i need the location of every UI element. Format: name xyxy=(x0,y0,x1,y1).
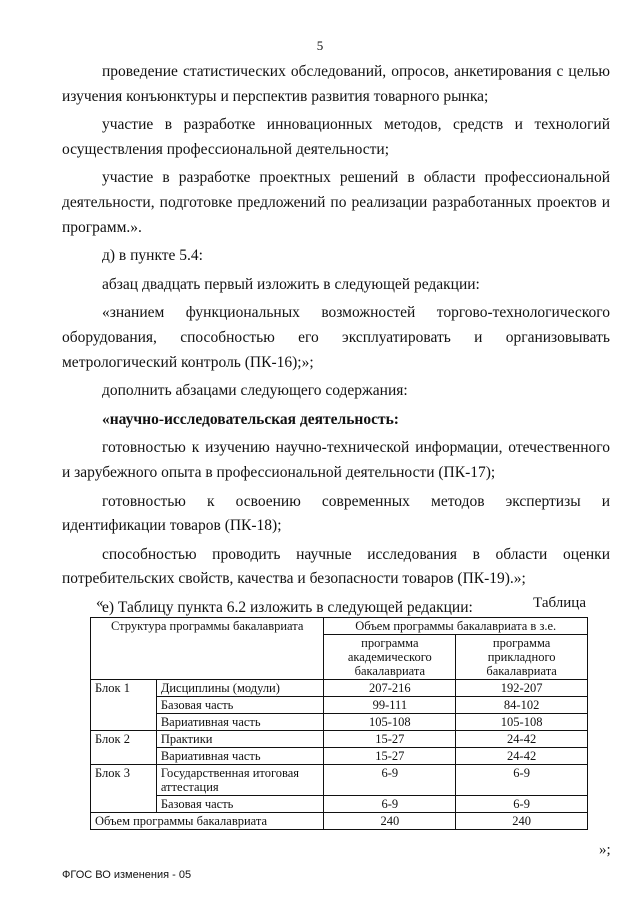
header-academic: программа академического бакалавриата xyxy=(324,635,456,680)
paragraph: участие в разработке проектных решений в области профессиональной деятельности, подготовке предложений по реализации разработанных проектов и программ.». xyxy=(62,169,610,236)
paragraph: способностью проводить научные исследования в области оценки потребительских свойств, качества и безопасности товаров (ПК-19).»; xyxy=(62,545,610,588)
table-row xyxy=(91,748,588,765)
row-name: Государственная итоговая аттестация xyxy=(156,765,324,796)
total-label: Объем программы бакалавриата xyxy=(91,813,324,830)
academic-value: 6-9 xyxy=(324,796,456,813)
row-name: Вариативная часть xyxy=(156,714,324,731)
table-header-row xyxy=(91,618,588,635)
table-row xyxy=(91,680,588,697)
academic-value: 15-27 xyxy=(324,731,456,748)
table-row xyxy=(91,697,588,714)
paragraph: готовностью к освоению современных методов экспертизы и идентификации товаров (ПК-18); xyxy=(62,492,610,535)
paragraph: проведение статистических обследований, опросов, анкетирования с целью изучения конъюнктуры и перспектив развития товарного рынка; xyxy=(62,63,610,105)
document-body xyxy=(62,60,610,620)
applied-value: 24-42 xyxy=(456,748,588,765)
table-total-row xyxy=(91,813,588,830)
row-name: Практики xyxy=(156,731,324,748)
close-quote: »; xyxy=(599,842,611,858)
table-heading xyxy=(96,595,590,615)
header-applied: программа прикладного бакалавриата xyxy=(456,635,588,680)
paragraph: участие в разработке инновационных методов, средств и технологий осуществления профессиональной деятельности; xyxy=(62,116,610,158)
paragraph: «знанием функциональных возможностей торгово-технологического оборудования, способностью его эксплуатировать и организовывать метрологический контроль (ПК-16);»; xyxy=(62,304,610,371)
table-row xyxy=(91,714,588,731)
applied-value: 192-207 xyxy=(456,680,588,697)
row-name: Базовая часть xyxy=(156,697,324,714)
paragraph: абзац двадцать первый изложить в следующей редакции: xyxy=(102,275,480,293)
academic-value: 105-108 xyxy=(324,714,456,731)
table-caption: Таблица xyxy=(533,595,586,611)
academic-value: 207-216 xyxy=(324,680,456,697)
applied-value: 24-42 xyxy=(456,731,588,748)
open-quote: « xyxy=(96,595,104,611)
row-name: Вариативная часть xyxy=(156,748,324,765)
paragraph: е) Таблицу пункта 6.2 изложить в следующей редакции: xyxy=(102,598,473,616)
header-volume: Объем программы бакалавриата в з.е. xyxy=(324,618,588,635)
header-structure: Структура программы бакалавриата xyxy=(91,618,324,680)
applied-value: 6-9 xyxy=(456,796,588,813)
row-name: Дисциплины (модули) xyxy=(156,680,324,697)
table-row xyxy=(91,796,588,813)
applied-value: 105-108 xyxy=(456,714,588,731)
academic-value: 6-9 xyxy=(324,765,456,796)
footer: ФГОС ВО изменения - 05 xyxy=(62,869,192,881)
program-structure-table xyxy=(90,617,588,830)
page-number: 5 xyxy=(316,38,324,53)
section-heading: «научно-исследовательская деятельность: xyxy=(102,410,399,428)
table-row xyxy=(91,765,588,796)
applied-value: 84-102 xyxy=(456,697,588,714)
row-name: Базовая часть xyxy=(156,796,324,813)
paragraph: готовностью к изучению научно-технической информации, отечественного и зарубежного опыта в профессиональной деятельности (ПК-17); xyxy=(62,439,610,481)
total-academic: 240 xyxy=(324,813,456,830)
academic-value: 99-111 xyxy=(324,697,456,714)
total-applied: 240 xyxy=(456,813,588,830)
block-cell: Блок 1 xyxy=(91,680,157,731)
table-row xyxy=(91,731,588,748)
block-cell: Блок 3 xyxy=(91,765,157,813)
paragraph: дополнить абзацами следующего содержания: xyxy=(102,382,408,400)
block-cell: Блок 2 xyxy=(91,731,157,765)
academic-value: 15-27 xyxy=(324,748,456,765)
applied-value: 6-9 xyxy=(456,765,588,796)
paragraph: д) в пункте 5.4: xyxy=(102,247,203,265)
